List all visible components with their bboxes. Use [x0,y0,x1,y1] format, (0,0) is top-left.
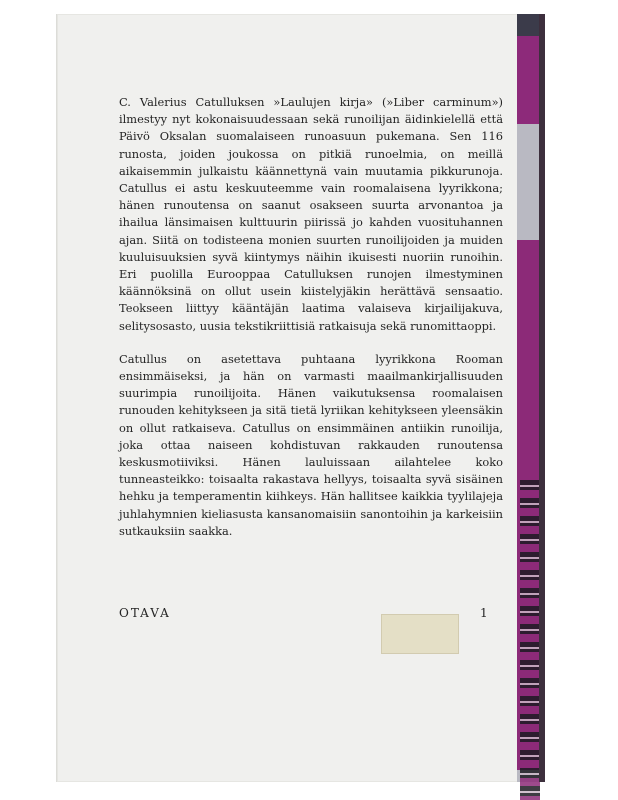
page-number: 1 [480,606,488,620]
price-sticker-residue [381,614,459,654]
blurb-paragraph-2: Catullus on asetettava puhtaana lyyrikkona Rooman ensimmäiseksi, ja hän on varmasti maailmankirjallisuuden suurimpia runoilijoita. Hänen vaikutuksensa roomalaisen runouden kehitykseen ja sitä tietä lyriikan kehitykseen yleensäkin on ollut ratkaiseva. Catullus on ensimmäinen antiikin runoilija, joka ottaa naiseen kohdistuvan rakkauden runoutensa keskusmotiiviksi. Hänen lauluissaan ailahtelee koko tunneasteikko: toisaalta rakastava hellyys, toisaalta syvä sisäinen hehku ja temperamentin kiihkeys. Hän hallitsee kaikkia tyylilajeja juhlahymnien kieliasusta kansanomaisiin sanontoihin ja karkeisiin sutkauksiin saakka. [119,351,503,538]
spine-edge-shadow [539,14,545,782]
publisher-name: OTAVA [119,606,171,620]
blurb-paragraph-1: C. Valerius Catulluksen »Laulujen kirja» (»Liber carminum») ilmestyy nyt kokonaisuudessaan sekä runoilijan äidinkielellä että Päivö Oksalan suomalaiseen runoasuun pukemana. Sen 116 runosta, joiden joukossa on pitkiä runoelmia, on meillä aikaisemmin julkaistu käännettynä vain muutamia pikkurunoja. Catullus ei astu keskuuteemme vain roomalaisena lyyrikkona; hänen runoutensa on saanut osakseen suurta arvonantoa ja ihailua länsimaisen kulttuurin piirissä jo kahden vuosituhannen ajan. Siitä on todisteena monien suurten runoilijoiden ja muiden kuuluisuuksien syvä kiintymys näihin ikuisesti nuoriin runoihin. Eri puolilla Eurooppaa Catulluksen runojen ilmestyminen käännöksinä on ollut usein kiistelyjäkin herättävä sensaatio. Teokseen liittyy kääntäjän laatima valaiseva kirjailijakuva, selitysosasto, uusia tekstikriittisiä ratkaisuja sekä runomittaoppi. [119,95,503,333]
spine-lettering-decoration [520,480,540,800]
blurb-text [119,94,503,540]
book-spine [517,14,543,782]
